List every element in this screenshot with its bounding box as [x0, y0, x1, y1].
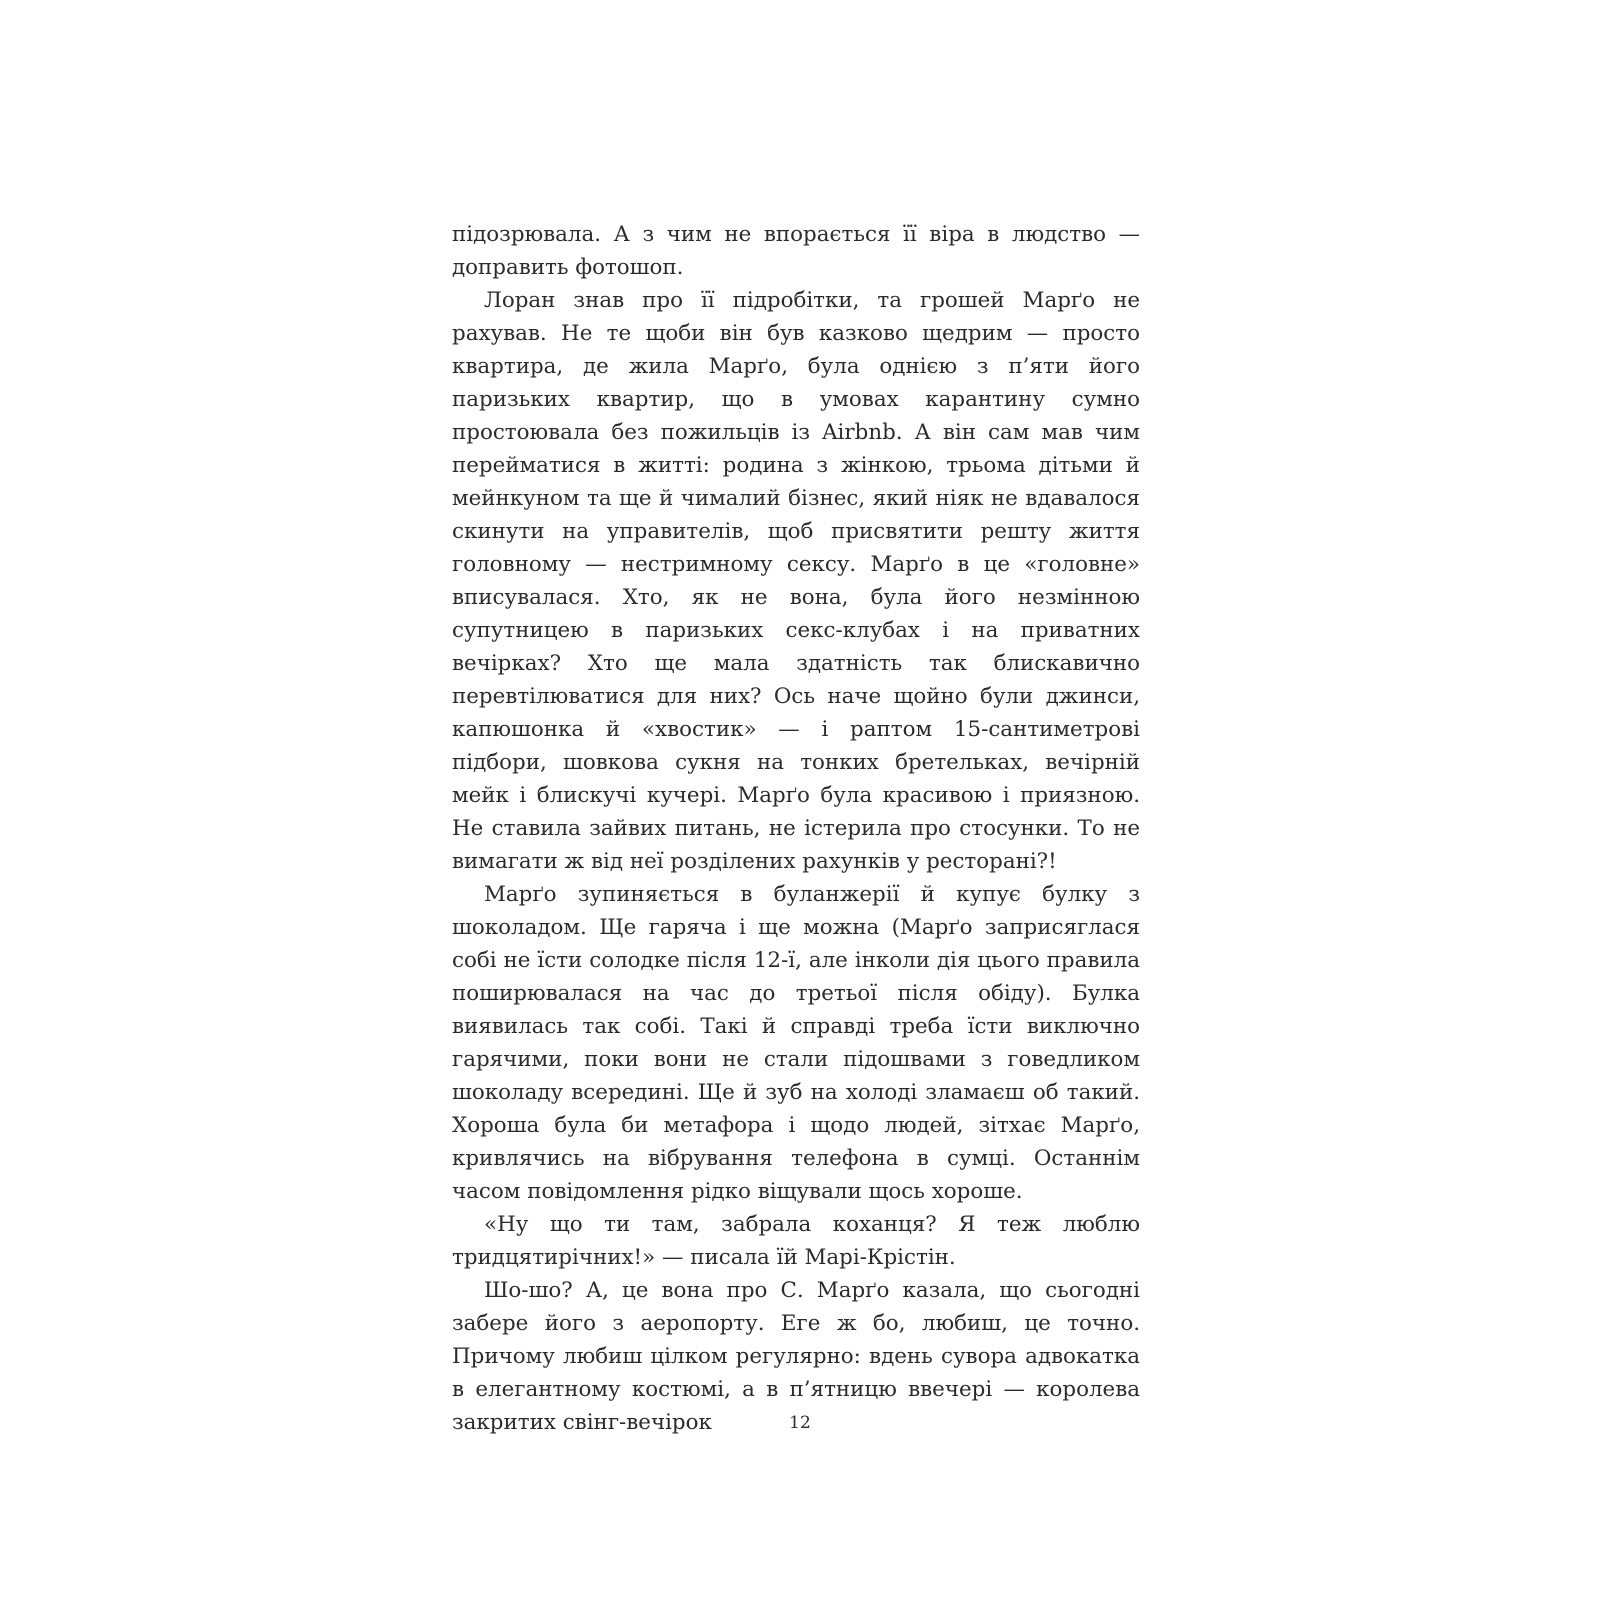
body-text [452, 218, 1140, 1439]
paragraph-5: Шо-шо? А, це вона про С. Марґо казала, що сьогодні забере його з аеропорту. Еге ж бо, любиш, це точно. Причому любиш цілком регулярно: вдень сувора адвокатка в елегантному костюмі, а в п’ятницю ввечері — королева закритих свінг-вечірок [452, 1278, 1140, 1435]
paragraph-3: Марґо зупиняється в буланжерії й купує булку з шоколадом. Ще гаряча і ще можна (Марґо заприсяглася собі не їсти солодке після 12-ї, але інколи дія цього правила поширювалася на час до третьої після обіду). Булка виявилась так собі. Такі й справді треба їсти виключно гарячими, поки вони не стали підошвами з говедликом шоколаду всередині. Ще й зуб на холоді зламаєш об такий. Хороша була би метафора і щодо людей, зітхає Марґо, кривлячись на вібрування телефона в сумці. Останнім часом повідомлення рідко віщували щось хороше. [452, 882, 1140, 1204]
paragraph-1: підозрювала. А з чим не впорається її віра в людство — доправить фотошоп. [452, 222, 1140, 280]
paragraph-2: Лоран знав про її підробітки, та грошей Марґо не рахував. Не те щоби він був казково щедрим — просто квартира, де жила Марґо, була однією з п’яти його паризьких квартир, що в умовах карантину сумно простоювала без пожильців із Airbnb. А він сам мав чим перейматися в житті: родина з жінкою, трьома дітьми й мейнкуном та ще й чималий бізнес, який ніяк не вдавалося скинути на управителів, щоб присвятити решту життя головному — нестримному сексу. Марґо в це «головне» вписувалася. Хто, як не вона, була його незмінною супутницею в паризьких секс-клубах і на приватних вечірках? Хто ще мала здатність так блискавично перевтілюватися для них? Ось наче щойно були джинси, капюшонка й «хвостик» — і раптом 15-сантиметрові підбори, шовкова сукня на тонких бретельках, вечірній мейк і блискучі кучері. Марґо була красивою і приязною. Не ставила зайвих питань, не істерила про стосунки. То не вимагати ж від неї розділених рахунків у ресторані?! [452, 288, 1140, 874]
paragraph-4: «Ну що ти там, забрала коханця? Я теж люблю тридцятирічних!» — писала їй Марі-Крістін. [452, 1212, 1140, 1270]
page-number: 12 [789, 1413, 811, 1433]
